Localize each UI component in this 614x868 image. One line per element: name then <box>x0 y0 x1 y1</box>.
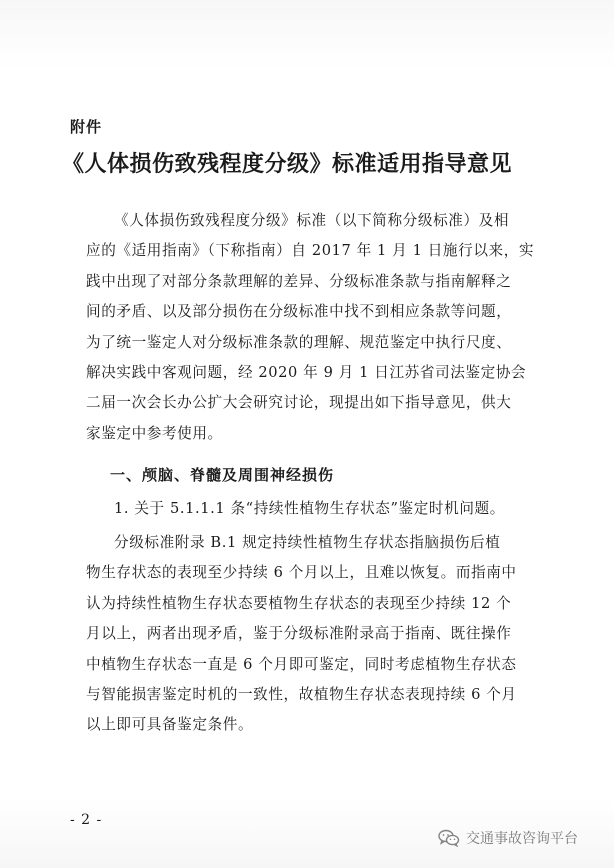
watermark <box>438 828 578 848</box>
item-heading: 1. 关于 5.1.1.1 条“持续性植物生存状态”鉴定时机问题。 <box>114 500 505 517</box>
section-heading: 一、颅脑、脊髓及周围神经损伤 <box>110 466 335 484</box>
intro-line: 间的矛盾、以及部分损伤在分级标准中找不到相应条款等问题， <box>86 303 512 321</box>
intro-line: 应的《适用指南》（下称指南）自 2017 年 1 月 1 日施行以来，实 <box>86 242 535 260</box>
body-line: 认为持续性植物生存状态要植物生存状态的表现至少持续 12 个 <box>86 594 512 612</box>
attachment-label: 附件 <box>70 118 103 136</box>
intro-paragraph <box>86 206 556 449</box>
intro-line: 为了统一鉴定人对分级标准条款的理解、规范鉴定中执行尺度、 <box>86 333 512 351</box>
document-title: 《人体损伤致残程度分级》标准适用指导意见 <box>62 152 513 177</box>
item-body-paragraph <box>86 528 556 741</box>
intro-line: 家鉴定中参考使用。 <box>86 424 223 442</box>
body-line: 中植物生存状态一直是 6 个月即可鉴定，同时考虑植物生存状态 <box>86 655 517 673</box>
watermark-text: 交通事故咨询平台 <box>466 831 578 847</box>
body-line: 月以上，两者出现矛盾，鉴于分级标准附录高于指南、既往操作 <box>86 625 512 643</box>
intro-line: 践中出现了对部分条款理解的差异、分级标准条款与指南解释之 <box>86 272 512 290</box>
wechat-icon <box>438 829 460 847</box>
body-line: 分级标准附录 B.1 规定持续性植物生存状态指脑损伤后植 <box>114 534 501 551</box>
intro-line: 二届一次会长办公扩大会研究讨论，现提出如下指导意见，供大 <box>86 394 512 412</box>
intro-line: 解决实践中客观问题，经 2020 年 9 月 1 日江苏省司法鉴定协会 <box>86 363 527 381</box>
intro-line: 《人体损伤致残程度分级》标准（以下简称分级标准）及相 <box>114 212 510 229</box>
page-number: - 2 - <box>70 812 103 828</box>
body-line: 物生存状态的表现至少持续 6 个月以上，且难以恢复。而指南中 <box>86 564 517 582</box>
body-line: 与智能损害鉴定时机的一致性，故植物生存状态表现持续 6 个月 <box>86 685 517 703</box>
body-line: 以上即可具备鉴定条件。 <box>86 716 254 734</box>
